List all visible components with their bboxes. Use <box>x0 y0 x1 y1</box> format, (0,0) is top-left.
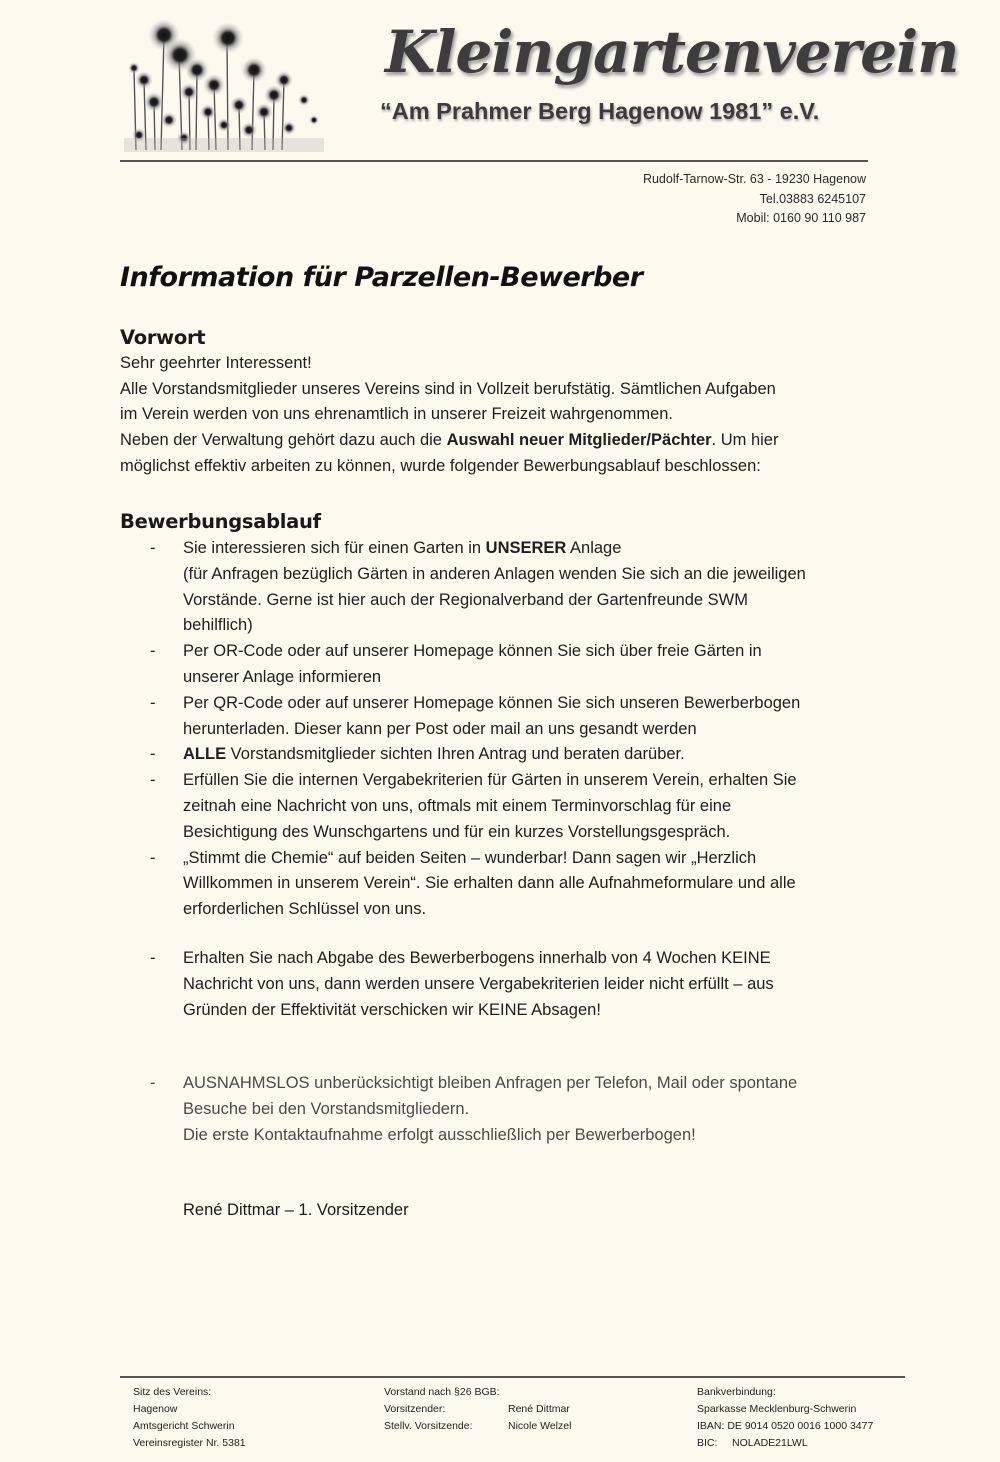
footer-seat <box>133 1384 246 1452</box>
ablauf-heading-wrap <box>120 509 321 535</box>
text: unserer Anlage informieren <box>183 667 382 686</box>
text: herunterladen. Dieser kann per Post oder mail an uns gesandt werden <box>183 719 697 738</box>
ablauf-list <box>150 536 806 923</box>
vorwort-heading: Vorwort <box>120 326 206 349</box>
footer-row <box>384 1418 571 1435</box>
footer-line: Vorstand nach §26 BGB: <box>384 1386 500 1398</box>
vorwort-section <box>120 325 778 480</box>
telephone: Tel.03883 6245107 <box>759 191 866 206</box>
bullet: - <box>150 745 156 764</box>
footer-line: BIC: NOLADE21LWL <box>697 1437 808 1449</box>
text: Gründen der Effektivität verschicken wir KEINE Absagen! <box>183 1000 601 1019</box>
club-subtitle: “Am Prahmer Berg Hagenow 1981” e.V. <box>380 98 820 124</box>
footer-label: Stellv. Vorsitzende: <box>384 1420 473 1432</box>
vorwort-line <box>120 428 778 454</box>
bullet: - <box>150 642 156 661</box>
footer-line: Amtsgericht Schwerin <box>133 1420 235 1432</box>
text: Erhalten Sie nach Abgabe des Bewerberbogens innerhalb von 4 Wochen KEINE <box>183 949 771 967</box>
text: Anlage <box>566 539 622 557</box>
greeting: Sehr geehrter Interessent! <box>120 353 312 372</box>
list-item <box>150 1071 797 1148</box>
text: (für Anfragen bezüglich Gärten in anderen Anlagen wenden Sie sich an die jeweiligen <box>183 564 806 583</box>
text: Die erste Kontaktaufnahme erfolgt ausschließlich per Bewerberbogen! <box>183 1125 696 1144</box>
text: Vorstände. Gerne ist hier auch der Regionalverband der Gartenfreunde SWM <box>183 590 748 609</box>
footer-label: Vorsitzender: <box>384 1403 446 1415</box>
text: Nachricht von uns, dann werden unsere Vergabekriterien leider nicht erfüllt – aus <box>183 974 774 993</box>
text: Willkommen in unserem Verein“. Sie erhalten dann alle Aufnahmeformulare und alle <box>183 874 796 893</box>
text: AUSNAHMSLOS unberücksichtigt bleiben Anfragen per Telefon, Mail oder spontane <box>183 1074 798 1092</box>
text: behilflich) <box>183 616 253 635</box>
footer-line: Sitz des Vereins: <box>133 1386 212 1398</box>
text: Besuche bei den Vorstandsmitgliedern. <box>183 1099 470 1118</box>
footer-value: René Dittmar <box>508 1403 570 1415</box>
header-divider <box>120 160 868 162</box>
ablauf-list-notice <box>150 946 774 1023</box>
text: Neben der Verwaltung gehört dazu auch die <box>120 431 447 450</box>
footer-row <box>384 1401 571 1418</box>
bullet: - <box>150 1074 156 1092</box>
list-item <box>150 536 806 639</box>
list-item <box>150 846 806 923</box>
ablauf-heading: Bewerbungsablauf <box>120 510 321 533</box>
footer-line: IBAN: DE 9014 0520 0016 1000 3477 <box>697 1420 874 1432</box>
text: Sie interessieren sich für einen Garten in <box>183 539 486 557</box>
bullet: - <box>150 693 156 712</box>
text: erforderlichen Schlüssel von uns. <box>183 900 427 919</box>
bullet: - <box>150 949 156 967</box>
footer-board <box>384 1384 571 1435</box>
emphasis: Auswahl neuer Mitglieder/Pächter <box>446 431 712 450</box>
text: Vorstandsmitglieder sichten Ihren Antrag und beraten darüber. <box>226 745 685 764</box>
list-item <box>150 639 806 691</box>
text: . Um hier <box>711 431 779 450</box>
text: Per QR-Code oder auf unserer Homepage können Sie sich unseren Bewerberbogen <box>183 693 801 712</box>
text: Per OR-Code oder auf unserer Homepage können Sie sich über freie Gärten in <box>183 642 762 661</box>
footer-line: Sparkasse Mecklenburg-Schwerin <box>697 1403 857 1415</box>
club-name-title: Kleingartenverein <box>385 18 959 86</box>
footer-bank <box>697 1384 873 1452</box>
text: zeitnah eine Nachricht von uns, oftmals mit einem Terminvorschlag für eine <box>183 796 732 815</box>
footer-divider <box>120 1376 905 1378</box>
document-title: Information für Parzellen-Bewerber <box>120 262 643 293</box>
bullet: - <box>150 771 156 790</box>
footer-line: Hagenow <box>133 1403 178 1415</box>
list-item <box>150 742 806 768</box>
text: „Stimmt die Chemie“ auf beiden Seiten – wunderbar! Dann sagen wir „Herzlich <box>183 848 757 867</box>
text: Besichtigung des Wunschgartens und für ein kurzes Vorstellungsgespräch. <box>183 822 731 841</box>
footer-value: Nicole Welzel <box>508 1420 572 1432</box>
contact-block <box>643 170 866 229</box>
mobile: Mobil: 0160 90 110 987 <box>736 211 866 225</box>
bullet: - <box>150 848 156 867</box>
emphasis: UNSERER <box>485 539 567 557</box>
list-item <box>150 691 806 743</box>
bullet: - <box>150 539 156 557</box>
list-item <box>150 946 774 1023</box>
vorwort-line: im Verein werden von uns ehrenamtlich in unserer Freizeit wahrgenommen. <box>120 405 674 424</box>
flowers-logo <box>124 10 369 152</box>
address: Rudolf-Tarnow-Str. 63 - 19230 Hagenow <box>642 172 866 186</box>
vorwort-line: Alle Vorstandsmitglieder unseres Vereins sind in Vollzeit berufstätig. Sämtlichen Aufgaben <box>120 379 776 398</box>
list-item <box>150 768 806 845</box>
footer-line: Bankverbindung: <box>697 1386 776 1398</box>
emphasis: ALLE <box>183 745 227 764</box>
vorwort-line: möglichst effektiv arbeiten zu können, wurde folgender Bewerbungsablauf beschlossen: <box>120 456 761 475</box>
text: Erfüllen Sie die internen Vergabekriterien für Gärten in unserem Verein, erhalten Sie <box>183 771 797 790</box>
signature: René Dittmar – 1. Vorsitzender <box>183 1201 409 1219</box>
footer-line: Vereinsregister Nr. 5381 <box>133 1437 246 1449</box>
ablauf-list-exclusion <box>150 1071 797 1148</box>
